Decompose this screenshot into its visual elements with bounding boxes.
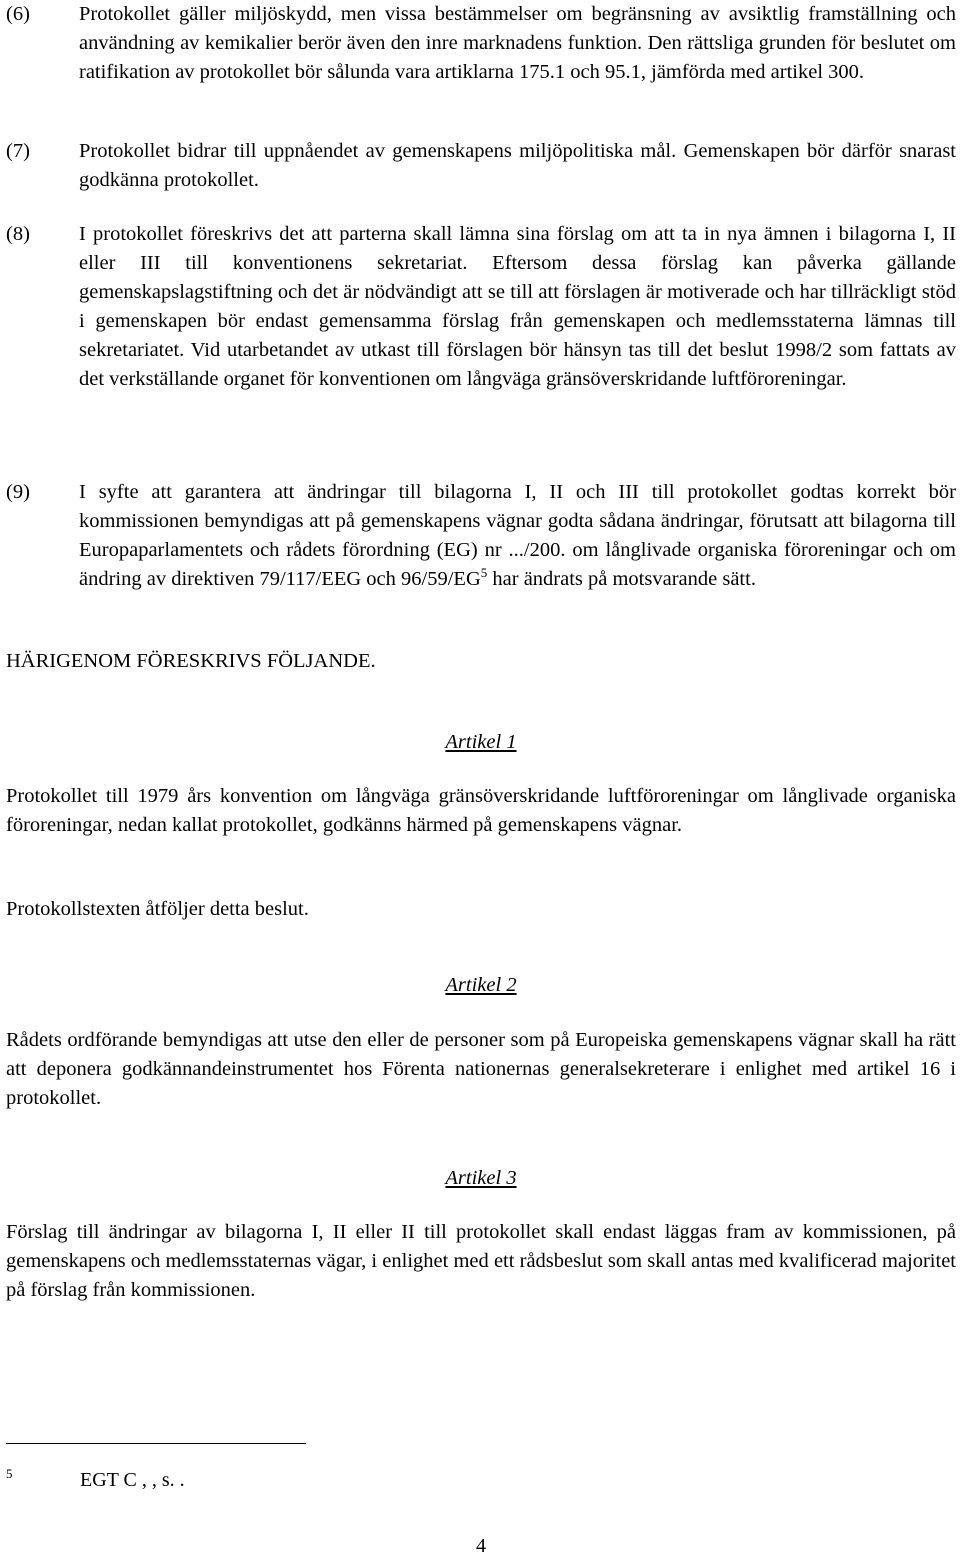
recital-number: (8): [6, 223, 30, 245]
recital-6: [6, 0, 956, 87]
page-number: 4: [476, 1535, 486, 1557]
recital-number: (6): [6, 3, 30, 25]
recital-text: I protokollet föreskrivs det att parterna skall lämna sina förslag om att ta in nya ämnen i bilagorna I, II eller III till konventionens sekretariat. Eftersom dessa förslag kan påverka gällande gemenskapslagstiftning och det är nödvändigt att se till att förslagen är motiverade och har tillräckligt stöd i gemenskapen bör endast gemensamma förslag från gemenskapen och medlemsstaterna lämnas till sekretariatet. Vid utarbetandet av utkast till förslagen bör hänsyn tas till det beslut 1998/2 som fattats av det verkställande organet för konventionen om långväga gränsöverskridande luftföroreningar.: [79, 223, 956, 390]
recital-number: (9): [6, 481, 30, 503]
article-3-paragraph-1: Förslag till ändringar av bilagorna I, II eller II till protokollet skall endast läggas fram av kommissionen, på gemenskapens och medlemsstaternas vägar, i enlighet med ett rådsbeslut som skall antas med kvalificerad majoritet på förslag från kommissionen.: [6, 1221, 956, 1301]
footnote-separator: [6, 1443, 306, 1444]
article-2-paragraph-1: Rådets ordförande bemyndigas att utse den eller de personer som på Europeiska gemenskapens vägnar skall ha rätt att deponera godkännandeinstrumentet hos Förenta nationernas generalsekreterare i enlighet med artikel 16 i protokollet.: [6, 1029, 956, 1109]
article-1-paragraph-2: Protokollstexten åtföljer detta beslut.: [6, 898, 309, 920]
enacting-formula: HÄRIGENOM FÖRESKRIVS FÖLJANDE.: [6, 650, 376, 672]
recital-text: Protokollet gäller miljöskydd, men vissa bestämmelser om begränsning av avsiktlig framställning och användning av kemikalier berör även den inre marknadens funktion. Den rättsliga grunden för beslutet om ratifikation av protokollet bör sålunda vara artiklarna 175.1 och 95.1, jämförda med artikel 300.: [79, 3, 956, 83]
footnote-text: EGT C , , s. .: [80, 1469, 185, 1491]
recital-text: Protokollet bidrar till uppnåendet av gemenskapens miljöpolitiska mål. Gemenskapen bör därför snarast godkänna protokollet.: [79, 140, 956, 191]
recital-text: [79, 478, 956, 594]
article-1-paragraph-1: Protokollet till 1979 års konvention om långväga gränsöverskridande luftföroreningar om långlivade organiska föroreningar, nedan kallat protokollet, godkänns härmed på gemenskapens vägnar.: [6, 785, 956, 836]
recital-7: [6, 137, 956, 195]
recital-text-part: I syfte att garantera att ändringar till bilagorna I, II och III till protokollet godtas korrekt bör kommissionen bemyndigas att på gemenskapens vägnar godta sådana ändringar, förutsatt att bilagorna till Europaparlamentets och rådets förordning (EG) nr .../200. om långlivade organiska föroreningar och om ändring av direktiven 79/117/EEG och 96/59/EG: [79, 481, 956, 590]
article-3-heading: Artikel 3: [445, 1167, 517, 1189]
recital-text-part: har ändrats på motsvarande sätt.: [487, 568, 756, 590]
article-1-heading: Artikel 1: [445, 731, 517, 753]
footnote-number: 5: [6, 1466, 13, 1481]
recital-number: (7): [6, 140, 30, 162]
recital-9: [6, 478, 956, 594]
footnote-reference: 5: [480, 565, 488, 581]
recital-8: [6, 220, 956, 394]
article-2-heading: Artikel 2: [445, 974, 517, 996]
